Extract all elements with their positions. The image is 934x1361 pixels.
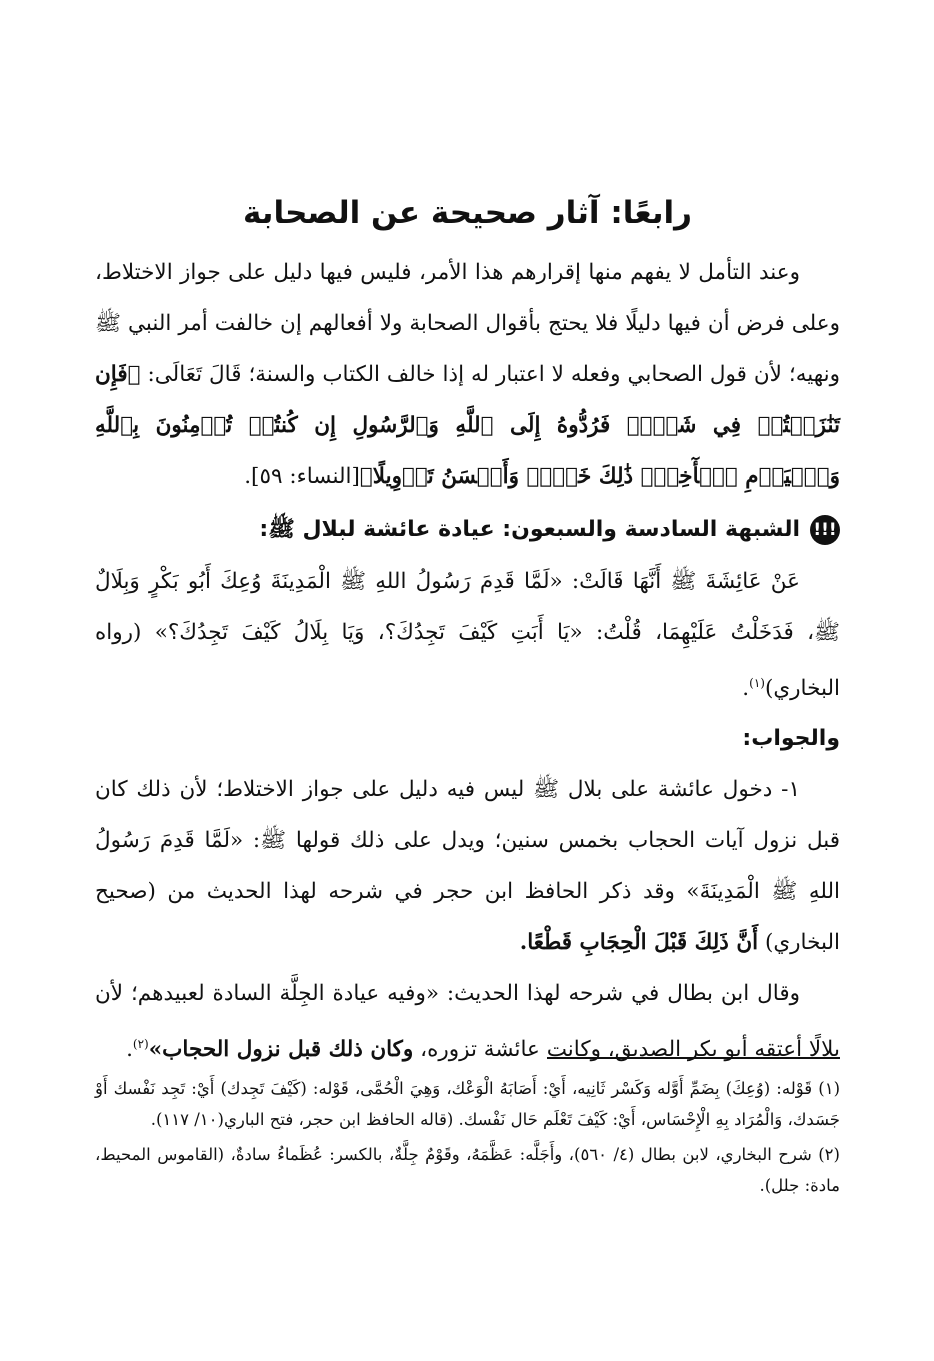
ibn-battal-end: . [126,1037,133,1063]
ibn-battal-text: وقال ابن بطال في شرحه لهذا الحديث: «وفيه عيادة الجِلَّة السادة لعبيدهم؛ لأن بلالًا أعتقه أبو بكر الصديق، وكانت عائشة تزوره، [95,981,840,1063]
verse-reference: [النساء: ٥٩]. [244,464,360,489]
page-heading: رابعًا: آثار صحيحة عن الصحابة [243,195,692,231]
footnote-2: (٢) شرح البخاري، لابن بطال (٤/ ٥٦٠)، وأَجَلَّه: عَظَّمَهُ، وقَوْمٌ جِلَّةٌ، بالكسر: عُظَماءُ سادةٌ، (القاموس المحيط، مادة: جلل). [95,1145,840,1195]
ibn-battal-bold: وكان ذلك قبل نزول الحجاب» [148,1037,414,1063]
hadith-end: . [742,676,750,702]
hadith-text: عَنْ عَائِشَةَ ﷺ أَنَّهَا قَالَتْ: «لَمَّا قَدِمَ رَسُولُ اللهِ ﷺ الْمَدِينَةَ وُعِكَ أَبُو بَكْرٍ وَبِلَالٌ ﷺ، فَدَخَلْتُ عَلَيْهِمَا، قُلْتُ: «يَا أَبَتِ كَيْفَ تَجِدُكَ؟، وَيَا بِلَالُ كَيْفَ تَجِدُكَ؟» (رواه البخاري) [95,569,840,702]
intro-paragraph [95,247,840,502]
section-title-text: الشبهة السادسة والسبعون: عيادة عائشة لبلال ﷺ: [259,517,800,542]
hadith-paragraph [95,556,840,714]
footnote-ref-2: (٢) [132,1037,149,1052]
answer-text: ١- دخول عائشة على بلال ﷺ ليس فيه دليل على جواز الاختلاط؛ لأن ذلك كان قبل نزول آيات الحجاب بخمس سنين؛ ويدل على ذلك قولها ﷺ: «لَمَّا قَدِمَ رَسُولُ اللهِ ﷺ الْمَدِينَةَ» وقد ذكر الحافظ ابن حجر في شرحه لهذا الحديث من (صحيح البخاري) [95,777,840,956]
answer-paragraph [95,764,840,968]
page-content [95,185,840,1075]
ibn-battal-paragraph [95,968,840,1075]
answer-quote: أَنَّ ذَلِكَ قَبْلَ الْحِجَابِ قَطْعًا. [519,930,759,956]
footnotes [95,1073,840,1205]
quran-verse: ﴿فَإِن تَنَٰزَعۡتُمۡ فِي شَيۡءٖ فَرُدُّوهُ إِلَى ٱللَّهِ وَٱلرَّسُولِ إِن كُنتُمۡ تُؤۡمِنُونَ بِٱللَّهِ وَٱلۡيَوۡمِ ٱلۡأٓخِرِۚ ذَٰلِكَ خَيۡرٞ وَأَحۡسَنُ تَأۡوِيلًا﴾ [95,362,840,489]
footnote-1: (١) قَوْله: (وُعِكَ) بِضَمِّ أَوَّله وَكَسْر ثَانِيه، أَيْ: أَصَابَهُ الْوَعْك، وَهِيَ الْحُمَّى، قَوْله: (كَيْفَ تَجِدك) أَيْ: تَجِد نَفْسك أَوْ جَسَدك، وَالْمُرَاد بِهِ الْإِحْسَاس، أَيْ: كَيْفَ تَعْلَم حَال نَفْسك. (قاله الحافظ ابن حجر، فتح الباري(١٠/ ١١٧). [95,1079,840,1129]
answer-title: والجواب: [742,726,840,752]
footnote-divider [547,1057,840,1059]
intro-text: وعند التأمل لا يفهم منها إقرارهم هذا الأمر، فليس فيها دليل على جواز الاختلاط، وعلى فرض أن فيها دليلًا فلا يحتج بأقوال الصحابة ولا أفعالهم إن خالفت أمر النبي ﷺ ونهيه؛ لأن قول الصحابي وفعله لا اعتبار له إذا خالف الكتاب والسنة؛ قَالَ تَعَالَى: [95,260,840,387]
footnote-ref-1: (١) [749,676,765,690]
exclamation-icon: !!! [810,515,840,545]
section-title [95,504,840,556]
